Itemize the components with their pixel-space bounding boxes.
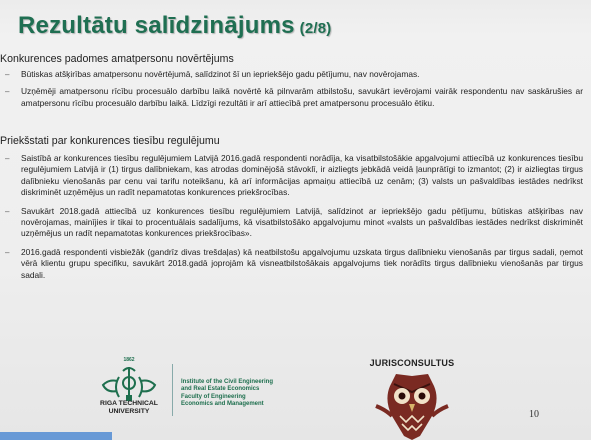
rtu-emblem-icon <box>93 361 165 405</box>
jurisconsultus-name: JURISCONSULTUS <box>369 358 455 368</box>
institute-info <box>181 379 273 409</box>
institute-line4: Economics and Management <box>181 401 264 408</box>
list-item: – Uzņēmēji amatpersonu rīcību procesuālo darbību laikā novērtē kā pilnvarām atbilstošu, savukārt ievērojami vairāk respondentu nav saskārušies ar amatpersonu rīcību procesuālo darbību laikā. Līdzīgi rezultāti ir arī attiecībā pret amatpersonu procesuālo ētiku. <box>0 86 591 109</box>
rtu-logo <box>93 356 165 426</box>
page-number: 10 <box>529 409 539 420</box>
rtu-name-line2: UNIVERSITY <box>108 408 150 415</box>
title-main: Rezultātu salīdzinājums <box>18 12 295 39</box>
slide-title <box>18 12 332 40</box>
rtu-name-line1: RIGA TECHNICAL <box>100 400 158 407</box>
footer-divider <box>172 364 173 416</box>
institute-line1: Institute of the Civil Engineering <box>181 379 274 385</box>
institute-line2: and Real Estate Economics <box>181 386 260 393</box>
rtu-name <box>93 400 165 416</box>
list-item: – 2016.gadā respondenti visbiežāk (gandrīz divas trešdaļas) kā neatbilstošu apgalvojumu uzskata tirgus dalībnieku vienošanās par tirgus sadali, ņemot vērā klientu grupu specifiku, savukārt 2018.gadā joprojām kā visneatbilstošākais apgalvojums tiek norādīts tirgus dalībnieku vienošanās par tirgus sadali. <box>0 247 591 281</box>
title-counter: (2/8) <box>299 20 332 37</box>
section-heading-regulation: Priekšstati par konkurences tiesību regulējumu <box>0 135 220 147</box>
bottom-accent-strip <box>0 432 112 440</box>
bullet-list-officials <box>0 69 591 109</box>
bullet-list-regulation <box>0 153 591 281</box>
rtu-year: 1862 <box>123 357 135 363</box>
institute-line3: Faculty of Engineering <box>181 393 246 400</box>
list-item: – Saistībā ar konkurences tiesību regulējumiem Latvijā 2016.gadā respondenti norādīja, ka visatbilstošākie apgalvojumi attiecībā uz konkurences tiesību regulējumiem Latvijā ir (1) tirgus dalībniekam, kas atrodas dominējošā stāvoklī, ir aizliegts jebkādā veidā ļaunprātīgi to izmantot; (2) ir aizliegtas tirgus dalībnieku vienošanās par cenu vai tarifu noteikšanu, kā arī informācijas apmaiņu attiecībā uz cenām; (3) valsts un pašvaldības iestādes nedrīkst diskriminēt uzņēmējus un radīt nepamatotas konkurences priekšrocības. <box>0 153 591 199</box>
owl-icon <box>362 370 462 440</box>
list-item: – Savukārt 2018.gadā attiecībā uz konkurences tiesību regulējumiem Latvijā, salīdzinot ar iepriekšējo gadu pētījumu, būtiskas atšķirības nav novērojamas, mainījies ir tikai to procentuālais sadalījums, kā visatbilstošāko apgalvojumu minot «valsts un pašvaldības iestādes nedrīkst diskriminēt uzņēmējus un radīt nepamatotas konkurences priekšrocības». <box>0 206 591 240</box>
section-heading-officials: Konkurences padomes amatpersonu novērtējums <box>0 53 234 65</box>
jurisconsultus-logo <box>362 358 462 440</box>
list-item: – Būtiskas atšķirības amatpersonu novērtējumā, salīdzinot šī un iepriekšējo gadu pētījumu, nav novērojamas. <box>0 69 591 80</box>
